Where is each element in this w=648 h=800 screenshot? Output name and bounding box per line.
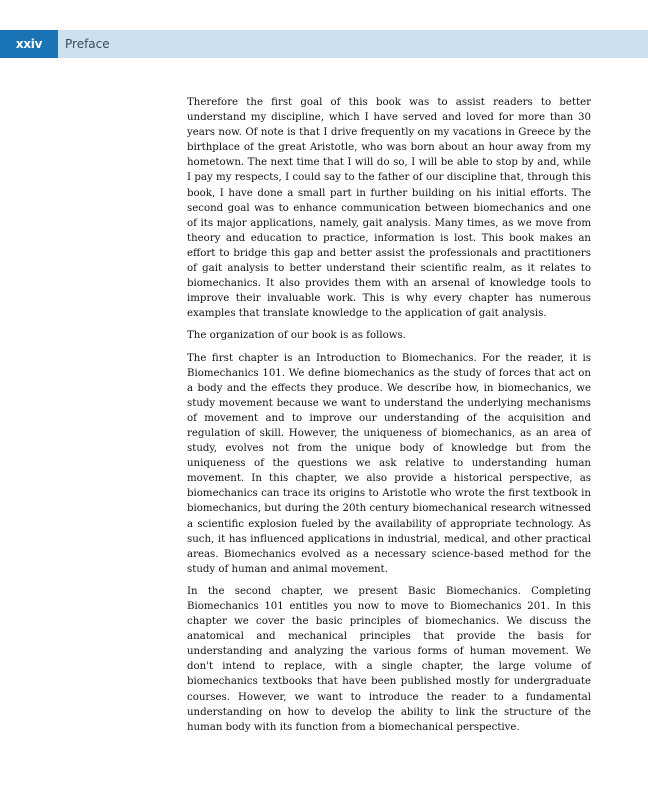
paragraph-chapter-one: The first chapter is an Introduction to Biomechanics. For the reader, it is Biomechanics 101. We define biomechanics as the study of forces that act on a body and the effects they produce. We describe how, in biomechanics, we study movement because we want to understand the underlying mechanisms of movement and to improve our understanding of the acquisition and regulation of skill. However, the uniqueness of biomechanics, as an area of study, evolves not from the unique body of knowledge but from the uniqueness of the questions we ask relative to understanding human movement. In this chapter, we also provide a historical perspective, as biomechanics can trace its origins to Aristotle who wrote the first textbook in biomechanics, but during the 20th century biomechanical research witnessed a scientific explosion fueled by the availability of appropriate technology. As such, it has influenced applications in industrial, medical, and other practical areas. Biomechanics evolved as a necessary science-based method for the study of human and animal movement. xyxy=(187,352,591,575)
page-number: xxiv xyxy=(15,37,43,51)
running-header xyxy=(0,30,648,58)
paragraph-chapter-two: In the second chapter, we present Basic Biomechanics. Completing Biomechanics 101 entitles you now to move to Biomechanics 201. In this chapter we cover the basic principles of biomechanics. We discuss the anatomical and mechanical principles that provide the basis for understanding and analyzing the various forms of human movement. We don't intend to replace, with a single chapter, the large volume of biomechanics textbooks that have been published mostly for undergraduate courses. However, we want to introduce the reader to a fundamental understanding on how to develop the ability to link the structure of the human body with its function from a biomechanical perspective. xyxy=(187,585,591,733)
body-text xyxy=(187,95,591,742)
paragraph-goals: Therefore the first goal of this book was to assist readers to better understand my discipline, which I have served and loved for more than 30 years now. Of note is that I drive frequently on my vacations in Greece by the birthplace of the great Aristotle, who was born about an hour away from my hometown. The next time that I will do so, I will be able to stop by and, while I pay my respects, I could say to the father of our discipline that, through this book, I have done a small part in further building on his initial efforts. The second goal was to enhance communication between biomechanics and one of its major applications, namely, gait analysis. Many times, as we move from theory and education to practice, information is lost. This book makes an effort to bridge this gap and better assist the professionals and practitioners of gait analysis to better understand their scientific realm, as it relates to biomechanics. It also provides them with an arsenal of knowledge tools to improve their invaluable work. This is why every chapter has numerous examples that translate knowledge to the application of gait analysis. xyxy=(187,97,591,320)
page-number-badge xyxy=(0,30,58,58)
paragraph-organization: The organization of our book is as follows. xyxy=(187,330,406,342)
section-title: Preface xyxy=(65,37,110,51)
